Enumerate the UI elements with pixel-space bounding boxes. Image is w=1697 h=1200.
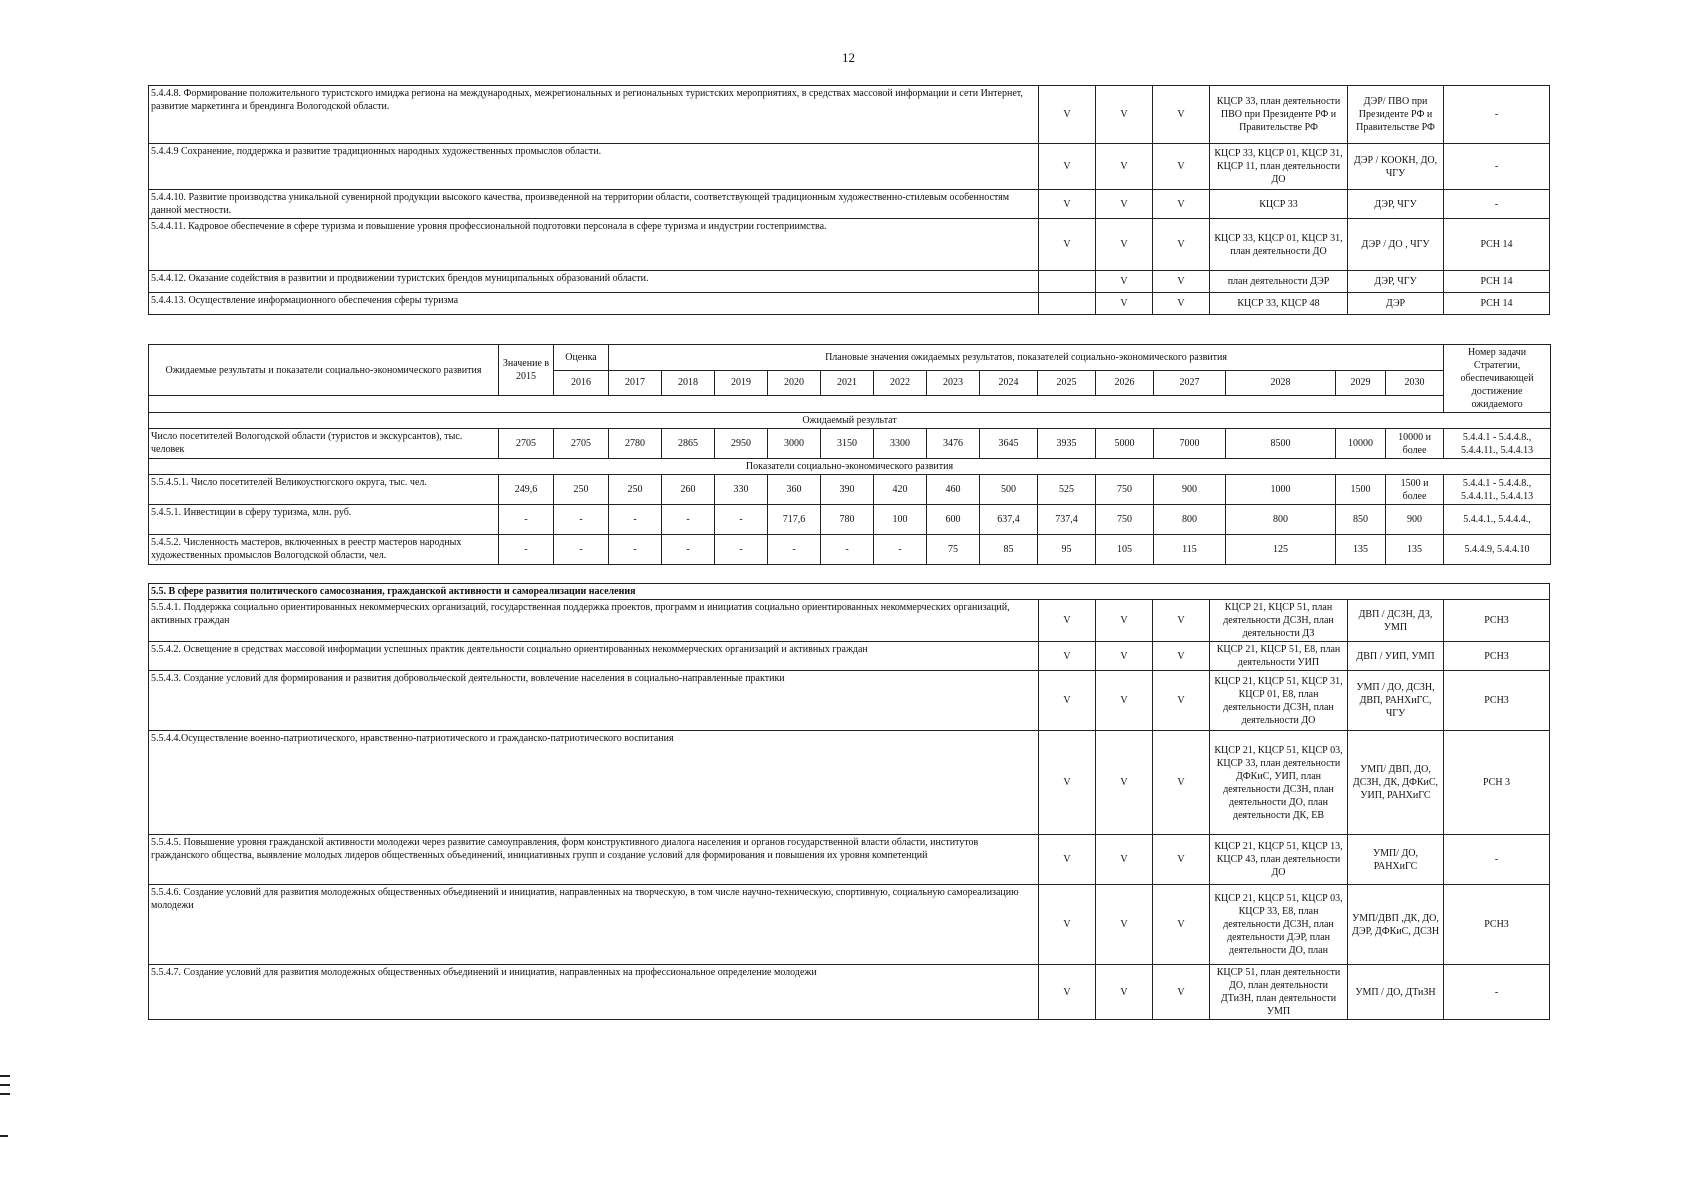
indicators-table bbox=[148, 344, 1551, 565]
measure-row bbox=[149, 190, 1550, 219]
year-value: - bbox=[715, 535, 768, 565]
measure-text: 5.4.4.13. Осуществление информационного обеспечения сферы туризма bbox=[149, 293, 1039, 315]
mark-period-2: V bbox=[1096, 271, 1153, 293]
mark-period-3: V bbox=[1153, 144, 1210, 190]
year-value: 1500 и более bbox=[1386, 475, 1444, 505]
year-value: - bbox=[768, 535, 821, 565]
measure-text: 5.4.4.11. Кадровое обеспечение в сфере туризма и повышение уровня профессиональной подготовки персонала в сфере туризма и индустрии гостеприимства. bbox=[149, 219, 1039, 271]
measure-row bbox=[149, 86, 1550, 144]
mark-period-2: V bbox=[1096, 600, 1153, 642]
task-number: 5.4.4.9, 5.4.4.10 bbox=[1444, 535, 1551, 565]
mark-period-2: V bbox=[1096, 219, 1153, 271]
mark-period-1: V bbox=[1039, 671, 1096, 731]
year-value: - bbox=[554, 535, 609, 565]
funding-sources: КЦСР 33, план деятельности ПВО при Президенте РФ и Правительстве РФ bbox=[1210, 86, 1348, 144]
indicator-row bbox=[149, 505, 1551, 535]
measure-text: 5.5.4.5. Повышение уровня гражданской активности молодежи через развитие самоуправления, форм конструктивного диалога населения и органов государственной власти области, институтов гражданского общества, выявление молодых лидеров общественных объединений, инициативных групп и создание условий для формирования и повышения их уровня компетенций bbox=[149, 835, 1039, 885]
value-2015: 2705 bbox=[499, 429, 554, 459]
margin-mark bbox=[0, 1135, 8, 1137]
mark-period-1: V bbox=[1039, 885, 1096, 965]
executors: ДЭР, ЧГУ bbox=[1348, 271, 1444, 293]
executors: ДЭР, ЧГУ bbox=[1348, 190, 1444, 219]
measure-text: 5.4.4.10. Развитие производства уникальной сувенирной продукции высокого качества, произведенной на территории области, соответствующей традиционным художественно-стилевым особенностям данной местности. bbox=[149, 190, 1039, 219]
indicators-header-row bbox=[149, 345, 1551, 371]
funding-sources: КЦСР 21, КЦСР 51, Е8, план деятельности УИП bbox=[1210, 642, 1348, 671]
margin-mark bbox=[0, 1084, 10, 1086]
year-value: 900 bbox=[1386, 505, 1444, 535]
section-heading: 5.5. В сфере развития политического самосознания, гражданской активности и самореализации населения bbox=[149, 584, 1550, 600]
mark-period-3: V bbox=[1153, 190, 1210, 219]
year-value: 100 bbox=[874, 505, 927, 535]
year-value: 750 bbox=[1096, 475, 1154, 505]
funding-sources: КЦСР 51, план деятельности ДО, план деятельности ДТиЗН, план деятельности УМП bbox=[1210, 965, 1348, 1020]
year-header: 2017 bbox=[609, 370, 662, 396]
measure-row bbox=[149, 671, 1550, 731]
strategy-tasks: - bbox=[1444, 190, 1550, 219]
year-value: - bbox=[821, 535, 874, 565]
year-value: 10000 и более bbox=[1386, 429, 1444, 459]
mark-period-2: V bbox=[1096, 885, 1153, 965]
year-value: 850 bbox=[1336, 505, 1386, 535]
strategy-tasks: РСН3 bbox=[1444, 671, 1550, 731]
mark-period-2: V bbox=[1096, 835, 1153, 885]
strategy-tasks: РСН 14 bbox=[1444, 271, 1550, 293]
year-value: 3000 bbox=[768, 429, 821, 459]
measure-text: 5.4.4.9 Сохранение, поддержка и развитие традиционных народных художественных промыслов области. bbox=[149, 144, 1039, 190]
measure-row bbox=[149, 965, 1550, 1020]
measure-row bbox=[149, 642, 1550, 671]
year-value: 105 bbox=[1096, 535, 1154, 565]
year-header: 2018 bbox=[662, 370, 715, 396]
band-indicators: Показатели социально-экономического развития bbox=[149, 459, 1551, 475]
year-value: - bbox=[609, 535, 662, 565]
mark-period-3: V bbox=[1153, 293, 1210, 315]
margin-marks bbox=[0, 1075, 12, 1144]
year-header: 2019 bbox=[715, 370, 768, 396]
year-value: 250 bbox=[609, 475, 662, 505]
task-number: 5.4.4.1 - 5.4.4.8., 5.4.4.11., 5.4.4.13 bbox=[1444, 475, 1551, 505]
header-results: Ожидаемые результаты и показатели социально-экономического развития bbox=[149, 345, 499, 396]
margin-mark bbox=[0, 1075, 10, 1077]
value-2015: - bbox=[499, 505, 554, 535]
year-header: 2030 bbox=[1386, 370, 1444, 396]
mark-period-1 bbox=[1039, 293, 1096, 315]
measures-table-tourism bbox=[148, 85, 1550, 315]
year-value: 85 bbox=[980, 535, 1038, 565]
measure-row bbox=[149, 885, 1550, 965]
year-value: - bbox=[662, 505, 715, 535]
year-value: 1000 bbox=[1226, 475, 1336, 505]
year-header: 2024 bbox=[980, 370, 1038, 396]
margin-mark bbox=[0, 1093, 10, 1095]
mark-period-3: V bbox=[1153, 835, 1210, 885]
section-heading-row bbox=[149, 584, 1550, 600]
indicator-row bbox=[149, 429, 1551, 459]
mark-period-3: V bbox=[1153, 642, 1210, 671]
measure-text: 5.5.4.2. Освещение в средствах массовой информации успешных практик деятельности социально ориентированных некоммерческих организаций и активных граждан bbox=[149, 642, 1039, 671]
indicator-row bbox=[149, 475, 1551, 505]
year-value: 1500 bbox=[1336, 475, 1386, 505]
year-value: - bbox=[715, 505, 768, 535]
year-value: 900 bbox=[1154, 475, 1226, 505]
mark-period-2: V bbox=[1096, 731, 1153, 835]
year-value: 780 bbox=[821, 505, 874, 535]
mark-period-1: V bbox=[1039, 219, 1096, 271]
year-value: 75 bbox=[927, 535, 980, 565]
empty-row bbox=[149, 396, 1551, 413]
strategy-tasks: РСН3 bbox=[1444, 885, 1550, 965]
header-task-number: Номер задачи Стратегии, обеспечивающей достижение ожидаемого bbox=[1444, 345, 1551, 413]
year-value: 2705 bbox=[554, 429, 609, 459]
mark-period-2: V bbox=[1096, 642, 1153, 671]
value-2015: 249,6 bbox=[499, 475, 554, 505]
header-estimate: Оценка bbox=[554, 345, 609, 371]
funding-sources: КЦСР 21, КЦСР 51, КЦСР 03, КЦСР 33, план деятельности ДФКиС, УИП, план деятельности ДСЗН, план деятельности ДО, план деятельности ДК, ЕВ bbox=[1210, 731, 1348, 835]
year-value: 115 bbox=[1154, 535, 1226, 565]
year-value: 2950 bbox=[715, 429, 768, 459]
strategy-tasks: РСН 3 bbox=[1444, 731, 1550, 835]
strategy-tasks: РСН 14 bbox=[1444, 219, 1550, 271]
executors: УМП/ ДО, РАНХиГС bbox=[1348, 835, 1444, 885]
year-value: 3935 bbox=[1038, 429, 1096, 459]
mark-period-2: V bbox=[1096, 190, 1153, 219]
year-value: 737,4 bbox=[1038, 505, 1096, 535]
header-planned: Плановые значения ожидаемых результатов, показателей социально-экономического развития bbox=[609, 345, 1444, 371]
measure-text: 5.5.4.6. Создание условий для развития молодежных общественных объединений и инициатив, направленных на творческую, в том числе научно-техническую, спортивную, социальную самореализацию молодежи bbox=[149, 885, 1039, 965]
measure-row bbox=[149, 144, 1550, 190]
measure-row bbox=[149, 293, 1550, 315]
band-expected-result: Ожидаемый результат bbox=[149, 413, 1551, 429]
indicator-row bbox=[149, 535, 1551, 565]
mark-period-2: V bbox=[1096, 86, 1153, 144]
executors: УМП / ДО, ДСЗН, ДВП, РАНХиГС, ЧГУ bbox=[1348, 671, 1444, 731]
mark-period-1: V bbox=[1039, 965, 1096, 1020]
mark-period-3: V bbox=[1153, 731, 1210, 835]
year-value: 125 bbox=[1226, 535, 1336, 565]
task-number: 5.4.4.1., 5.4.4.4., bbox=[1444, 505, 1551, 535]
indicator-label: 5.5.4.5.1. Число посетителей Великоустюгского округа, тыс. чел. bbox=[149, 475, 499, 505]
indicator-label: Число посетителей Вологодской области (туристов и экскурсантов), тыс. человек bbox=[149, 429, 499, 459]
year-value: 5000 bbox=[1096, 429, 1154, 459]
measure-row bbox=[149, 600, 1550, 642]
mark-period-1: V bbox=[1039, 642, 1096, 671]
mark-period-1 bbox=[1039, 271, 1096, 293]
mark-period-1: V bbox=[1039, 731, 1096, 835]
mark-period-1: V bbox=[1039, 190, 1096, 219]
empty-cell bbox=[149, 396, 1444, 413]
executors: УМП/ ДВП, ДО, ДСЗН, ДК, ДФКиС, УИП, РАНХиГС bbox=[1348, 731, 1444, 835]
year-value: 525 bbox=[1038, 475, 1096, 505]
year-value: 360 bbox=[768, 475, 821, 505]
measure-row bbox=[149, 835, 1550, 885]
measures-table-civic bbox=[148, 583, 1550, 1020]
funding-sources: КЦСР 33, КЦСР 01, КЦСР 31, план деятельности ДО bbox=[1210, 219, 1348, 271]
indicator-label: 5.4.5.1. Инвестиции в сферу туризма, млн. руб. bbox=[149, 505, 499, 535]
band-row bbox=[149, 459, 1551, 475]
mark-period-1: V bbox=[1039, 835, 1096, 885]
indicator-label: 5.4.5.2. Численность мастеров, включенных в реестр мастеров народных художественных промыслов Вологодской области, чел. bbox=[149, 535, 499, 565]
mark-period-2: V bbox=[1096, 144, 1153, 190]
mark-period-3: V bbox=[1153, 271, 1210, 293]
measure-row bbox=[149, 731, 1550, 835]
band-row bbox=[149, 413, 1551, 429]
strategy-tasks: - bbox=[1444, 835, 1550, 885]
measure-text: 5.5.4.4.Осуществление военно-патриотического, нравственно-патриотического и гражданско-патриотического воспитания bbox=[149, 731, 1039, 835]
year-header: 2020 bbox=[768, 370, 821, 396]
executors: ДЭР / КООКН, ДО, ЧГУ bbox=[1348, 144, 1444, 190]
year-value: 800 bbox=[1154, 505, 1226, 535]
year-value: 135 bbox=[1336, 535, 1386, 565]
mark-period-3: V bbox=[1153, 885, 1210, 965]
measure-text: 5.5.4.3. Создание условий для формирования и развития добровольческой деятельности, вовлечение населения в социально-направленные практики bbox=[149, 671, 1039, 731]
strategy-tasks: - bbox=[1444, 86, 1550, 144]
executors: ДЭР/ ПВО при Президенте РФ и Правительстве РФ bbox=[1348, 86, 1444, 144]
mark-period-3: V bbox=[1153, 671, 1210, 731]
year-value: 135 bbox=[1386, 535, 1444, 565]
year-value: 637,4 bbox=[980, 505, 1038, 535]
mark-period-1: V bbox=[1039, 144, 1096, 190]
funding-sources: КЦСР 33 bbox=[1210, 190, 1348, 219]
measure-text: 5.5.4.1. Поддержка социально ориентированных некоммерческих организаций, государственная поддержка проектов, программ и инициатив социально ориентированных некоммерческих организаций, активных граждан bbox=[149, 600, 1039, 642]
year-value: - bbox=[662, 535, 715, 565]
value-2015: - bbox=[499, 535, 554, 565]
funding-sources: КЦСР 21, КЦСР 51, план деятельности ДСЗН, план деятельности ДЗ bbox=[1210, 600, 1348, 642]
year-value: 260 bbox=[662, 475, 715, 505]
mark-period-3: V bbox=[1153, 86, 1210, 144]
mark-period-3: V bbox=[1153, 965, 1210, 1020]
year-value: 717,6 bbox=[768, 505, 821, 535]
year-value: 800 bbox=[1226, 505, 1336, 535]
year-value: 600 bbox=[927, 505, 980, 535]
year-value: 250 bbox=[554, 475, 609, 505]
year-value: 390 bbox=[821, 475, 874, 505]
year-value: 750 bbox=[1096, 505, 1154, 535]
year-value: 3476 bbox=[927, 429, 980, 459]
executors: УМП/ДВП ,ДК, ДО, ДЭР, ДФКиС, ДСЗН bbox=[1348, 885, 1444, 965]
strategy-tasks: - bbox=[1444, 144, 1550, 190]
year-value: 95 bbox=[1038, 535, 1096, 565]
funding-sources: КЦСР 21, КЦСР 51, КЦСР 03, КЦСР 33, Е8, план деятельности ДСЗН, план деятельности ДЭР, план деятельности ДО, план bbox=[1210, 885, 1348, 965]
mark-period-3: V bbox=[1153, 600, 1210, 642]
year-value: - bbox=[874, 535, 927, 565]
year-value: 10000 bbox=[1336, 429, 1386, 459]
mark-period-2: V bbox=[1096, 293, 1153, 315]
year-value: 2865 bbox=[662, 429, 715, 459]
year-value: 460 bbox=[927, 475, 980, 505]
measure-text: 5.4.4.12. Оказание содействия в развитии и продвижении туристских брендов муниципальных образований области. bbox=[149, 271, 1039, 293]
strategy-tasks: - bbox=[1444, 965, 1550, 1020]
year-value: 3645 bbox=[980, 429, 1038, 459]
strategy-tasks: РСН 14 bbox=[1444, 293, 1550, 315]
task-number: 5.4.4.1 - 5.4.4.8., 5.4.4.11., 5.4.4.13 bbox=[1444, 429, 1551, 459]
year-header: 2027 bbox=[1154, 370, 1226, 396]
year-header: 2029 bbox=[1336, 370, 1386, 396]
year-header: 2026 bbox=[1096, 370, 1154, 396]
year-header: 2023 bbox=[927, 370, 980, 396]
executors: ДЭР / ДО , ЧГУ bbox=[1348, 219, 1444, 271]
measure-row bbox=[149, 219, 1550, 271]
year-value: 3150 bbox=[821, 429, 874, 459]
strategy-tasks: РСН3 bbox=[1444, 600, 1550, 642]
executors: ДВП / УИП, УМП bbox=[1348, 642, 1444, 671]
year-header: 2022 bbox=[874, 370, 927, 396]
funding-sources: КЦСР 33, КЦСР 48 bbox=[1210, 293, 1348, 315]
year-value: 2780 bbox=[609, 429, 662, 459]
header-value-2015: Значение в 2015 bbox=[499, 345, 554, 396]
measure-row bbox=[149, 271, 1550, 293]
measure-text: 5.5.4.7. Создание условий для развития молодежных общественных объединений и инициатив, направленных на профессиональное определение молодежи bbox=[149, 965, 1039, 1020]
year-header: 2021 bbox=[821, 370, 874, 396]
funding-sources: КЦСР 21, КЦСР 51, КЦСР 31, КЦСР 01, Е8, план деятельности ДСЗН, план деятельности ДО bbox=[1210, 671, 1348, 731]
year-value: 7000 bbox=[1154, 429, 1226, 459]
mark-period-2: V bbox=[1096, 671, 1153, 731]
year-header: 2016 bbox=[554, 370, 609, 396]
year-value: 500 bbox=[980, 475, 1038, 505]
year-value: 420 bbox=[874, 475, 927, 505]
year-value: - bbox=[609, 505, 662, 535]
funding-sources: КЦСР 21, КЦСР 51, КЦСР 13, КЦСР 43, план деятельности ДО bbox=[1210, 835, 1348, 885]
year-header: 2028 bbox=[1226, 370, 1336, 396]
page-number: 12 bbox=[842, 50, 855, 65]
mark-period-3: V bbox=[1153, 219, 1210, 271]
measure-text: 5.4.4.8. Формирование положительного туристского имиджа региона на международных, межрегиональных и региональных туристских мероприятиях, в средствах массовой информации и сети Интернет, развитие маркетинга и брендинга Вологодской области. bbox=[149, 86, 1039, 144]
executors: ДВП / ДСЗН, ДЗ, УМП bbox=[1348, 600, 1444, 642]
mark-period-2: V bbox=[1096, 965, 1153, 1020]
year-value: - bbox=[554, 505, 609, 535]
funding-sources: КЦСР 33, КЦСР 01, КЦСР 31, КЦСР 11, план деятельности ДО bbox=[1210, 144, 1348, 190]
executors: УМП / ДО, ДТиЗН bbox=[1348, 965, 1444, 1020]
year-header: 2025 bbox=[1038, 370, 1096, 396]
funding-sources: план деятельности ДЭР bbox=[1210, 271, 1348, 293]
executors: ДЭР bbox=[1348, 293, 1444, 315]
year-value: 3300 bbox=[874, 429, 927, 459]
mark-period-1: V bbox=[1039, 86, 1096, 144]
mark-period-1: V bbox=[1039, 600, 1096, 642]
year-value: 8500 bbox=[1226, 429, 1336, 459]
year-value: 330 bbox=[715, 475, 768, 505]
strategy-tasks: РСН3 bbox=[1444, 642, 1550, 671]
